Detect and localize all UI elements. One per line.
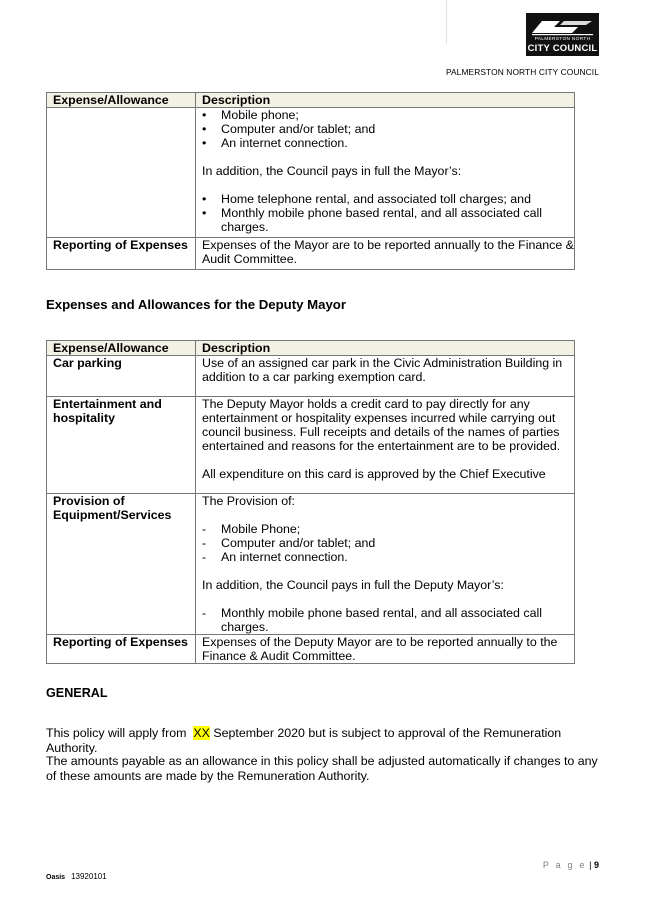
table-header-row	[47, 93, 575, 108]
table-cell-description	[196, 108, 575, 238]
bullet-marker: •	[202, 108, 207, 122]
paragraph-text: September 2020 but is subject to approval of the Remuneration Authority.	[46, 726, 562, 755]
table-cell-description: Expenses of the Deputy Mayor are to be reported annually to the Finance & Audit Committee.	[196, 635, 575, 664]
row-label-reporting: Reporting of Expenses	[47, 238, 196, 270]
bullet-list	[202, 192, 574, 234]
list-item	[202, 522, 574, 536]
logo-emblem-icon	[526, 13, 599, 37]
deputy-mayor-expenses-table	[46, 340, 575, 664]
general-heading: GENERAL	[46, 686, 108, 700]
page-number-value: 9	[593, 860, 599, 870]
list-item	[202, 550, 574, 564]
council-logo	[526, 13, 599, 56]
page-label: P a g e	[542, 860, 587, 870]
mayor-expenses-table	[46, 92, 575, 270]
dash-marker: -	[202, 550, 207, 564]
description-paragraph: The Provision of:	[202, 494, 295, 508]
list-item	[202, 206, 574, 234]
bullet-marker: •	[202, 122, 207, 136]
column-header-description: Description	[196, 341, 575, 356]
highlighted-placeholder: XX	[193, 726, 210, 740]
column-header-expense: Expense/Allowance	[47, 93, 196, 108]
logo-line-2: CITY COUNCIL	[527, 43, 598, 54]
table-header-row	[47, 341, 575, 356]
row-label-reporting: Reporting of Expenses	[47, 635, 196, 664]
list-item	[202, 122, 574, 136]
column-header-description: Description	[196, 93, 575, 108]
general-paragraph-1	[46, 726, 601, 756]
list-item-text: Mobile phone;	[221, 108, 299, 122]
document-id: 13920101	[71, 872, 107, 881]
section-heading: Expenses and Allowances for the Deputy Mayor	[46, 297, 346, 312]
list-item-text: Computer and/or tablet; and	[221, 536, 376, 550]
dash-marker: -	[202, 522, 207, 536]
document-reference	[46, 872, 107, 881]
table-row	[47, 494, 575, 635]
dash-list	[202, 522, 574, 564]
list-item	[202, 192, 574, 206]
table-row	[47, 635, 575, 664]
list-item-text: An internet connection.	[221, 550, 348, 564]
list-item-text: Computer and/or tablet; and	[221, 122, 376, 136]
table-cell-description	[196, 494, 575, 635]
description-paragraph: In addition, the Council pays in full the Deputy Mayor’s:	[202, 578, 504, 592]
table-cell-empty	[47, 108, 196, 238]
bullet-marker: •	[202, 192, 207, 206]
table-row	[47, 108, 575, 238]
description-paragraph: The Deputy Mayor holds a credit card to pay directly for any entertainment or hospitality expenses incurred while carrying out council business. Full receipts and details of the names of parties entertained and reasons for the entertainment are to be provided.	[202, 397, 561, 453]
paragraph-text: This policy will apply from	[46, 726, 194, 740]
general-paragraph-2: The amounts payable as an allowance in this policy shall be adjusted automatically if changes to any of these amounts are made by the Remuneration Authority.	[46, 754, 598, 783]
bullet-marker: •	[202, 136, 207, 150]
bullet-list	[202, 108, 574, 150]
list-item	[202, 108, 574, 122]
document-system: Oasis	[46, 874, 66, 881]
list-item-text: Monthly mobile phone based rental, and all associated call charges.	[221, 206, 542, 234]
table-cell-description: Expenses of the Mayor are to be reported annually to the Finance & Audit Committee.	[196, 238, 575, 270]
dash-marker: -	[202, 536, 207, 550]
row-label-provision: Provision of Equipment/Services	[47, 494, 196, 635]
list-item	[202, 536, 574, 550]
header-divider	[446, 0, 447, 44]
list-item-text: Mobile Phone;	[221, 522, 301, 536]
list-item-text: Home telephone rental, and associated toll charges; and	[221, 192, 531, 206]
dash-marker: -	[202, 606, 207, 620]
list-item	[202, 136, 574, 150]
table-row	[47, 238, 575, 270]
dash-list	[202, 606, 574, 634]
organisation-name: PALMERSTON NORTH CITY COUNCIL	[445, 67, 599, 77]
list-item-text: An internet connection.	[221, 136, 348, 150]
bullet-marker: •	[202, 206, 207, 220]
page-number	[543, 860, 599, 870]
list-item-text: Monthly mobile phone based rental, and all associated call charges.	[221, 606, 542, 634]
table-row	[47, 356, 575, 397]
table-row	[47, 397, 575, 494]
page-separator: |	[589, 860, 592, 870]
column-header-expense: Expense/Allowance	[47, 341, 196, 356]
list-item	[202, 606, 574, 634]
logo-line-1: PALMERSTON NORTH	[534, 37, 591, 42]
description-paragraph: All expenditure on this card is approved by the Chief Executive	[202, 467, 546, 481]
table-cell-description: Use of an assigned car park in the Civic Administration Building in addition to a car parking exemption card.	[196, 356, 575, 397]
description-paragraph: In addition, the Council pays in full the Mayor’s:	[202, 164, 462, 178]
row-label-entertainment: Entertainment and hospitality	[47, 397, 196, 494]
row-label-car-parking: Car parking	[47, 356, 196, 397]
table-cell-description	[196, 397, 575, 494]
